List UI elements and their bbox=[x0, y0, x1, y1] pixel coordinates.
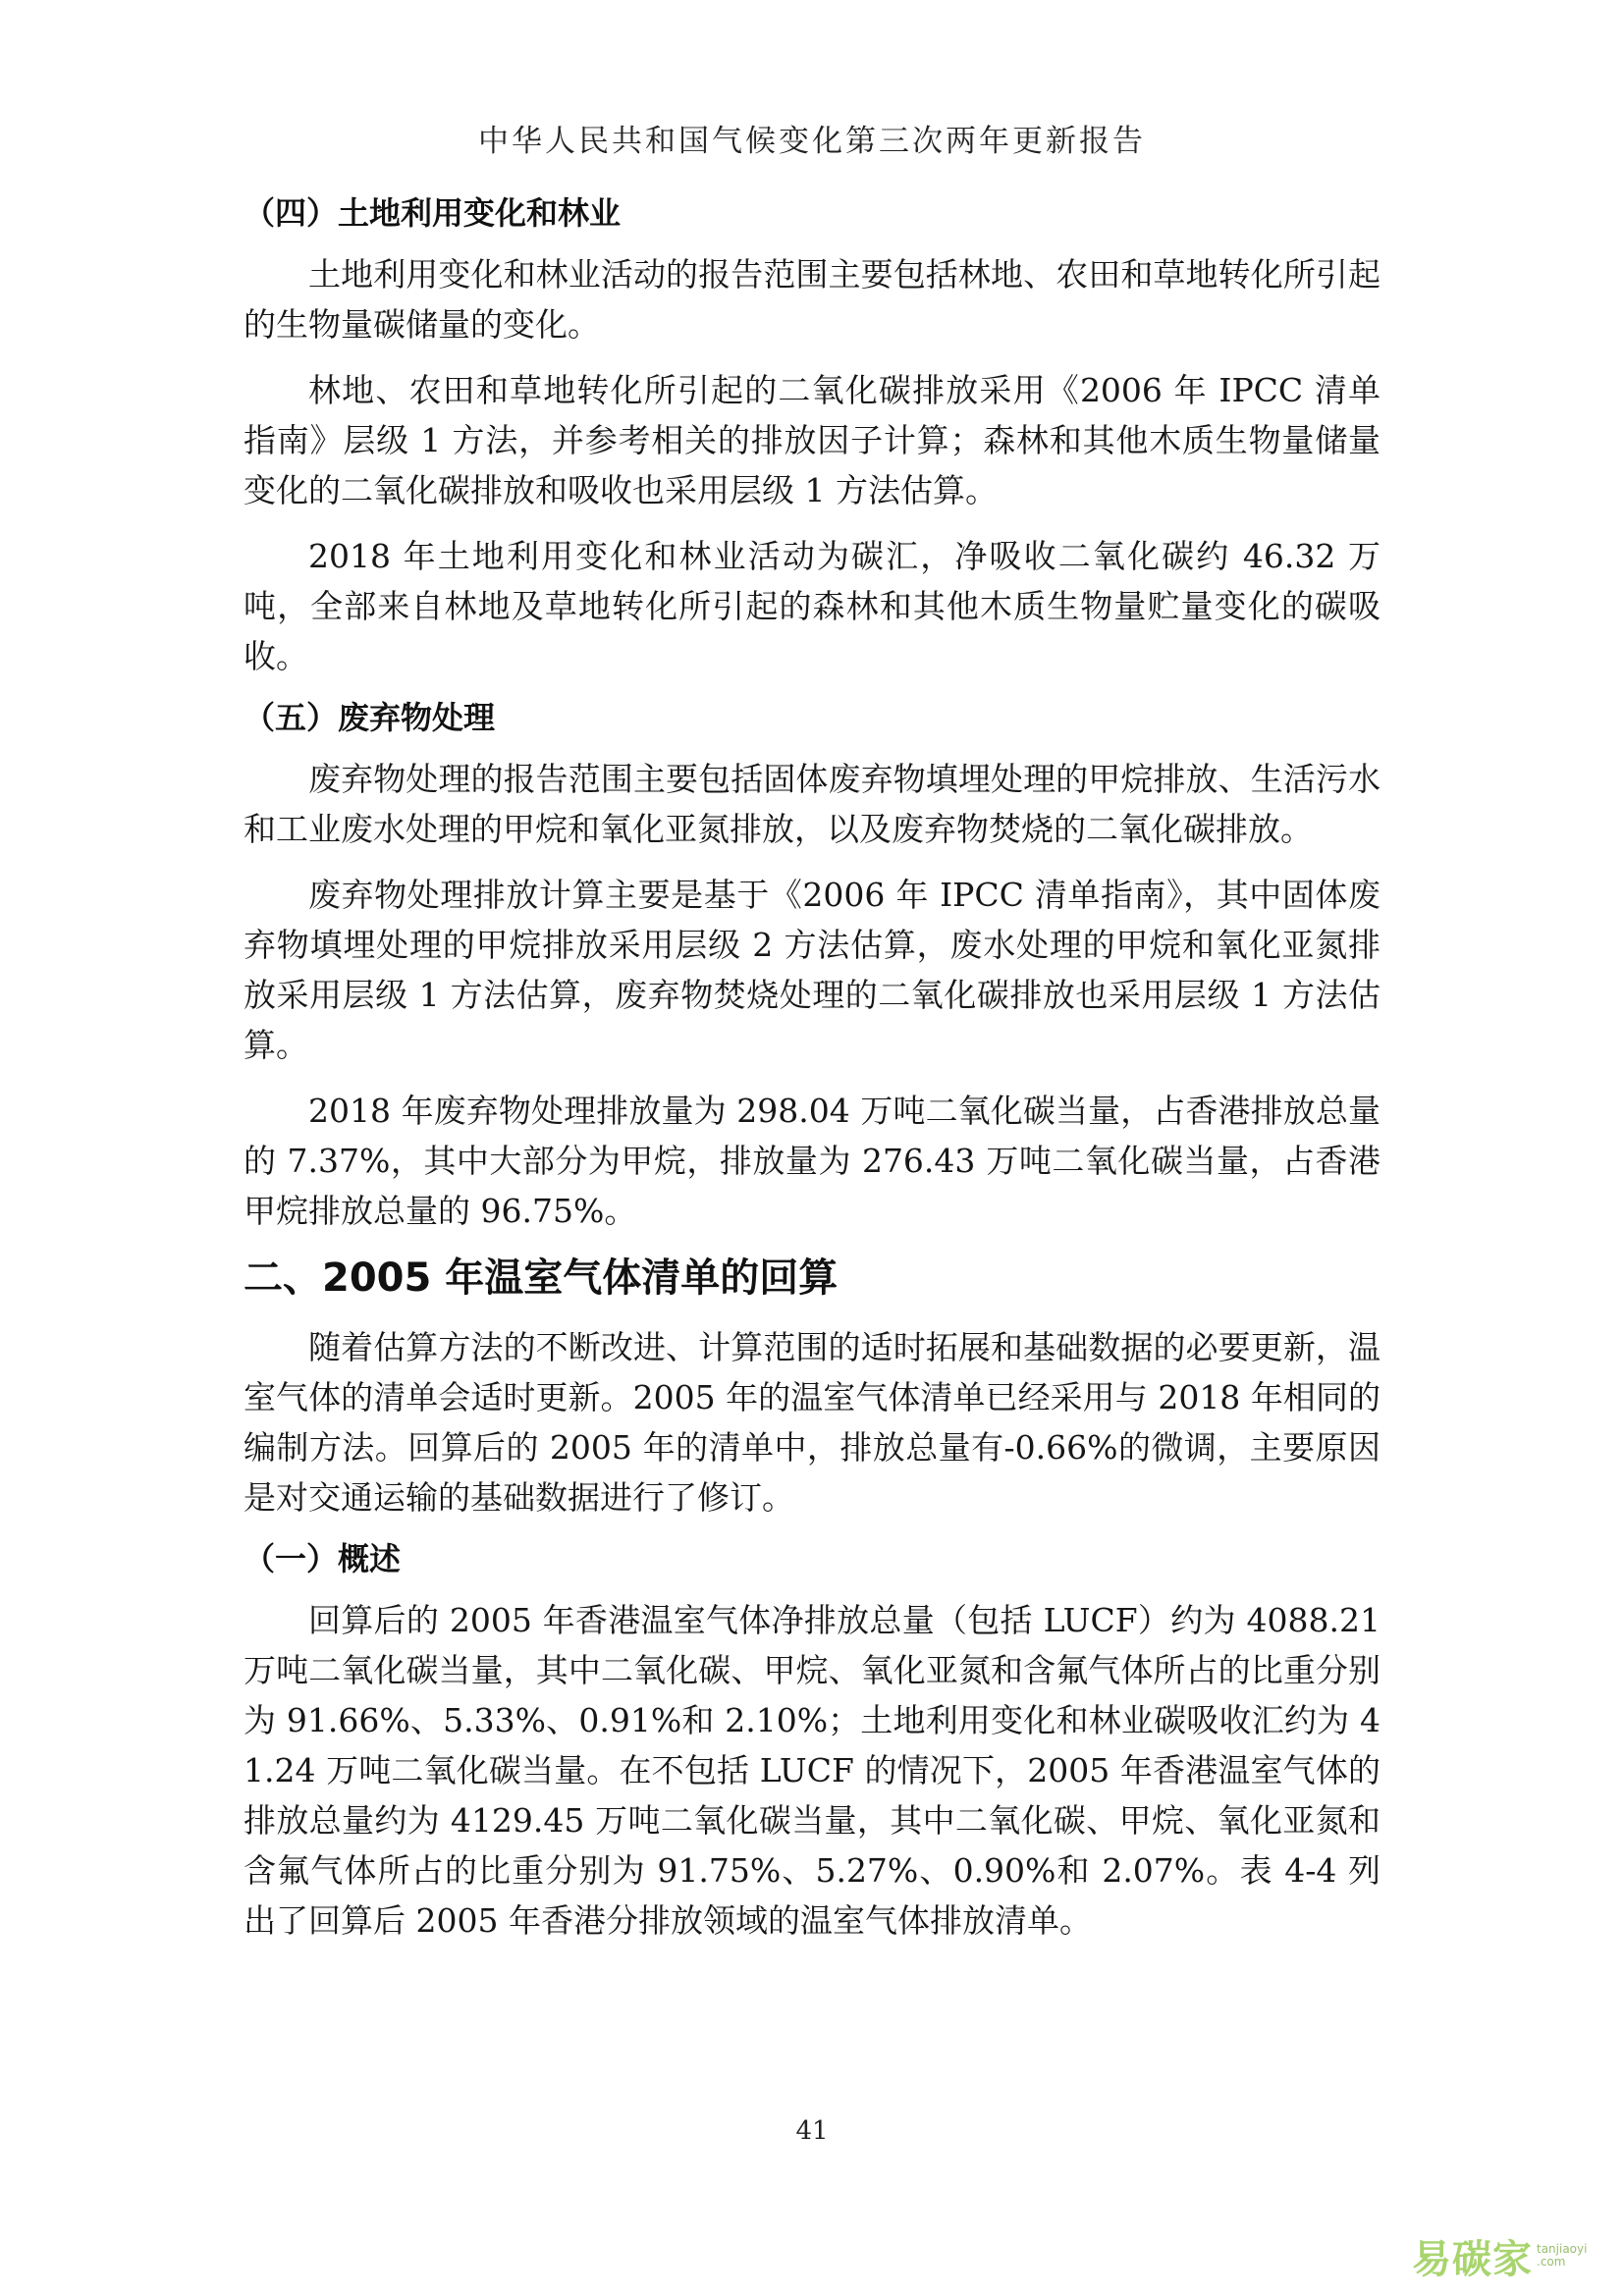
page-number: 41 bbox=[795, 2116, 829, 2146]
watermark-site-line1: tanjiaoyi bbox=[1537, 2242, 1588, 2256]
body-paragraph: 随着估算方法的不断改进、计算范围的适时拓展和基础数据的必要更新，温室气体的清单会适时更新。2005 年的温室气体清单已经采用与 2018 年相同的编制方法。回算后的 2005 年的清单中，排放总量有-0.66%的微调，主要原因是对交通运输的基础数据进行了修订。 bbox=[244, 1328, 1380, 1517]
watermark-site-line2: .com bbox=[1537, 2255, 1566, 2269]
watermark-site bbox=[1537, 2243, 1587, 2269]
running-header: 中华人民共和国气候变化第三次两年更新报告 bbox=[478, 124, 1146, 159]
body-paragraph: 2018 年土地利用变化和林业活动为碳汇，净吸收二氧化碳约 46.32 万吨，全部来自林地及草地转化所引起的森林和其他木质生物量贮量变化的碳吸收。 bbox=[244, 537, 1380, 675]
body-paragraph: 回算后的 2005 年香港温室气体净排放总量（包括 LUCF）约为 4088.21 万吨二氧化碳当量，其中二氧化碳、甲烷、氧化亚氮和含氟气体所占的比重分别为 91.66%、5.33%、0.91%和 2.10%；土地利用变化和林业碳吸收汇约为 41.24 万吨二氧化碳当量。在不包括 LUCF 的情况下，2005 年香港温室气体的排放总量约为 4129.45 万吨二氧化碳当量，其中二氧化碳、甲烷、氧化亚氮和含氟气体所占的比重分别为 91.75%、5.27%、0.90%和 2.07%。表 4-4 列出了回算后 2005 年香港分排放领域的温室气体排放清单。 bbox=[244, 1601, 1380, 1940]
body-paragraph: 废弃物处理排放计算主要是基于《2006 年 IPCC 清单指南》，其中固体废弃物填埋处理的甲烷排放采用层级 2 方法估算，废水处理的甲烷和氧化亚氮排放采用层级 1 方法估算，废弃物焚烧处理的二氧化碳排放也采用层级 1 方法估算。 bbox=[244, 876, 1380, 1064]
body-paragraph: 土地利用变化和林业活动的报告范围主要包括林地、农田和草地转化所引起的生物量碳储量的变化。 bbox=[244, 255, 1380, 344]
section-heading-overview: （一）概述 bbox=[244, 1540, 402, 1577]
body-paragraph: 林地、农田和草地转化所引起的二氧化碳排放采用《2006 年 IPCC 清单指南》层级 1 方法，并参考相关的排放因子计算；森林和其他木质生物量储量变化的二氧化碳排放和吸收也采用层级 1 方法估算。 bbox=[244, 371, 1380, 509]
watermark-brand: 易碳家 bbox=[1412, 2236, 1533, 2282]
watermark-logo bbox=[1412, 2230, 1608, 2281]
document-body bbox=[244, 192, 1380, 1961]
body-paragraph: 2018 年废弃物处理排放量为 298.04 万吨二氧化碳当量，占香港排放总量的 7.37%，其中大部分为甲烷，排放量为 276.43 万吨二氧化碳当量，占香港甲烷排放总量的 96.75%。 bbox=[244, 1092, 1380, 1230]
section-heading-lucf: （四）土地利用变化和林业 bbox=[244, 194, 622, 232]
section-heading-recalculation: 二、2005 年温室气体清单的回算 bbox=[244, 1255, 839, 1301]
body-paragraph: 废弃物处理的报告范围主要包括固体废弃物填埋处理的甲烷排放、生活污水和工业废水处理的甲烷和氧化亚氮排放，以及废弃物焚烧的二氧化碳排放。 bbox=[244, 760, 1380, 848]
section-heading-waste: （五）废弃物处理 bbox=[244, 699, 496, 736]
